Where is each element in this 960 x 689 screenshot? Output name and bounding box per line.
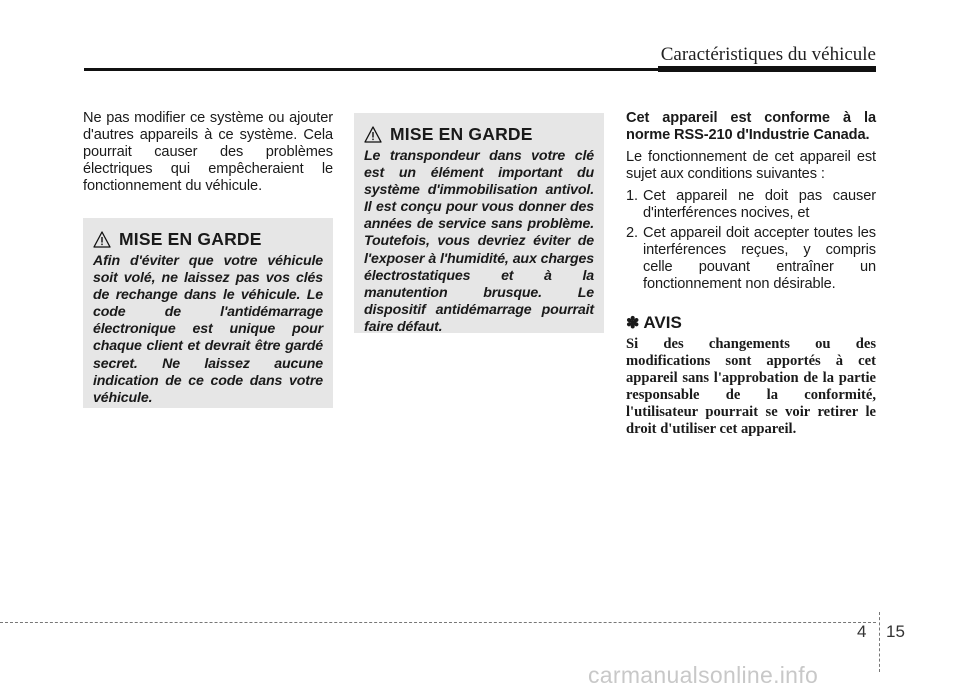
conditions-list bbox=[626, 188, 876, 293]
conditions-intro bbox=[626, 149, 876, 183]
warning-line: est un élément important du bbox=[364, 165, 594, 182]
condition-line: fonctionnement non désirable. bbox=[643, 276, 836, 292]
condition-number: 1. bbox=[626, 188, 638, 204]
intro-line: électriques qui empêcheraient le bbox=[83, 161, 333, 177]
page-header-title: Caractéristiques du véhicule bbox=[660, 44, 876, 65]
intro-line: fonctionnement du véhicule. bbox=[83, 178, 263, 194]
condition-item bbox=[626, 225, 876, 293]
condition-line: compris celle pouvant entraîner un bbox=[643, 242, 876, 275]
warning-line: Le transpondeur dans votre clé bbox=[364, 148, 594, 164]
footer-vertical-divider bbox=[879, 612, 880, 672]
condition-item bbox=[626, 188, 876, 222]
warning-text bbox=[93, 253, 323, 407]
conditions-intro-line: est sujet aux conditions suivantes : bbox=[626, 149, 876, 182]
warning-title: MISE EN GARDE bbox=[119, 228, 262, 249]
warning-line: électronique est unique pour bbox=[93, 321, 323, 338]
condition-line: les interférences reçues, y bbox=[643, 225, 876, 258]
intro-line: pourrait causer des problèmes bbox=[83, 144, 333, 160]
avis-text bbox=[626, 336, 876, 439]
avis-line: modifications sont apportés à cet bbox=[626, 353, 876, 370]
warning-line: chaque client et devrait être bbox=[93, 338, 281, 355]
intro-line: Ne pas modifier ce système ou ajouter bbox=[83, 110, 333, 126]
condition-line: d'interférences nocives, et bbox=[643, 205, 810, 221]
avis-line: l'utilisateur pourrait se voir retirer bbox=[626, 404, 858, 421]
page-number: 15 bbox=[886, 622, 905, 641]
warning-box-keys bbox=[83, 218, 333, 408]
avis-line: le droit d'utiliser cet appareil. bbox=[626, 404, 876, 438]
condition-line: Cet appareil doit accepter toutes bbox=[643, 225, 853, 241]
warning-line: problème. Toutefois, vous devriez bbox=[364, 216, 594, 250]
compliance-line: Cet appareil est conforme à la bbox=[626, 110, 876, 126]
avis-line: appareil sans l'approbation de la bbox=[626, 370, 835, 387]
warning-line: indication de ce code dans bbox=[93, 372, 283, 389]
intro-line: d'autres appareils à ce système. Cela bbox=[83, 127, 333, 143]
avis-heading bbox=[626, 313, 876, 333]
compliance-line: norme RSS-210 d'Industrie Canada. bbox=[626, 127, 870, 143]
avis-line: Si des changements ou des bbox=[626, 336, 876, 352]
compliance-statement bbox=[626, 110, 876, 144]
warning-box-transponder bbox=[354, 113, 604, 333]
watermark: carmanualsonline.info bbox=[588, 662, 819, 688]
warning-line: éviter de l'exposer à l'humidité, bbox=[364, 233, 594, 267]
warning-text bbox=[364, 148, 594, 336]
warning-line: soit volé, ne laissez pas vos clés bbox=[93, 270, 323, 287]
avis-line: partie responsable de la conformité, bbox=[626, 370, 877, 404]
column-2 bbox=[354, 110, 604, 333]
warning-line: Le code de l'antidémarrage bbox=[93, 287, 323, 321]
conditions-intro-line: Le fonctionnement de cet appareil bbox=[626, 149, 851, 165]
warning-line: gardé secret. Ne laissez aucune bbox=[93, 338, 323, 372]
condition-line: Cet appareil ne doit pas causer bbox=[643, 188, 876, 204]
warning-line: dispositif antidémarrage pourrait bbox=[364, 301, 594, 318]
footer-divider bbox=[0, 622, 876, 623]
avis-title: AVIS bbox=[643, 313, 682, 332]
warning-line: système d'immobilisation antivol. bbox=[364, 182, 594, 199]
section-number: 4 bbox=[857, 622, 867, 641]
warning-line: de rechange dans le véhicule. bbox=[93, 287, 301, 304]
warning-triangle-icon bbox=[364, 126, 382, 143]
warning-title: MISE EN GARDE bbox=[390, 123, 533, 144]
header-rule-accent bbox=[658, 66, 876, 72]
warning-line: Il est conçu pour vous donner bbox=[364, 199, 566, 216]
column-3 bbox=[626, 110, 876, 439]
warning-heading bbox=[364, 123, 594, 145]
warning-line: aux charges électrostatiques et à bbox=[364, 250, 594, 284]
warning-line: des années de service sans bbox=[364, 199, 594, 233]
condition-number: 2. bbox=[626, 225, 638, 241]
warning-line: votre véhicule. bbox=[93, 372, 323, 406]
column-1 bbox=[83, 110, 333, 408]
warning-line: Afin d'éviter que votre véhicule bbox=[93, 253, 323, 269]
asterisk-icon: ✽ bbox=[626, 315, 640, 332]
warning-line: la manutention brusque. Le bbox=[364, 267, 594, 301]
warning-triangle-icon bbox=[93, 231, 111, 248]
intro-paragraph bbox=[83, 110, 333, 195]
warning-heading bbox=[93, 228, 323, 250]
warning-line: faire défaut. bbox=[364, 318, 443, 335]
